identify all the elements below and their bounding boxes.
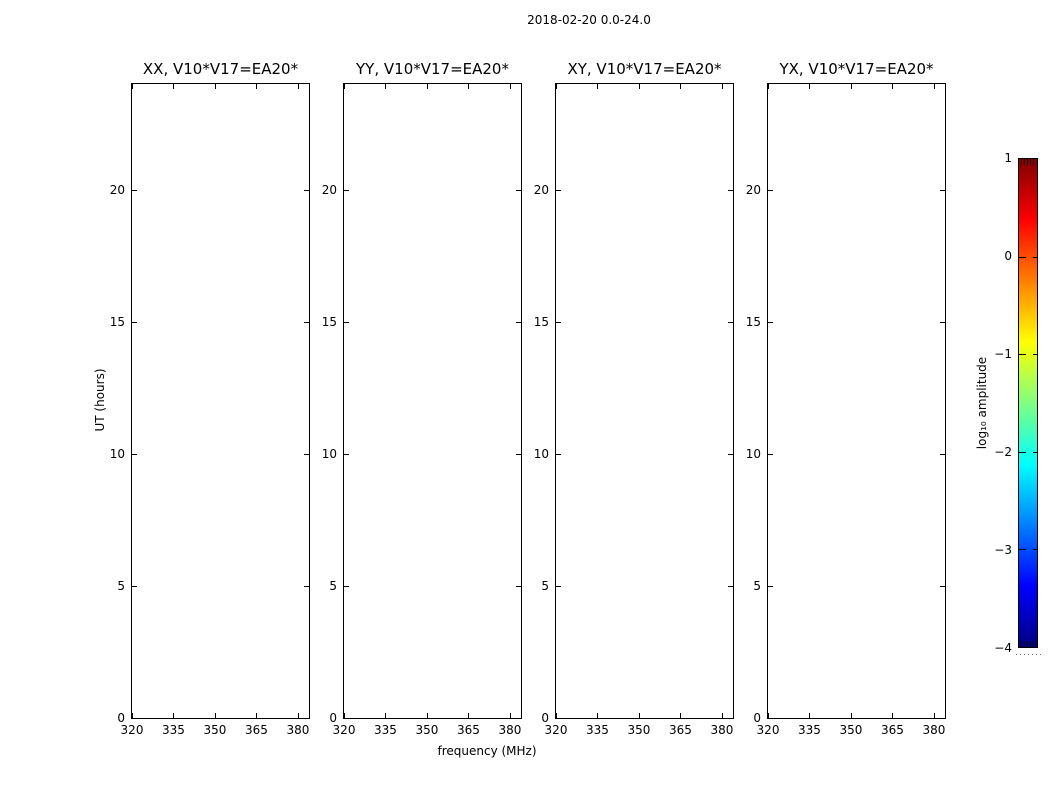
subplot-title: YX, V10*V17=EA20* bbox=[779, 60, 934, 78]
colorbar-tick-mark bbox=[1033, 549, 1037, 550]
colorbar-tick-label: 0 bbox=[1004, 249, 1012, 263]
y-axis-label: UT (hours) bbox=[93, 368, 107, 432]
x-tick-mark bbox=[851, 713, 852, 718]
subplot bbox=[745, 60, 946, 737]
subplot-title: XY, V10*V17=EA20* bbox=[567, 60, 722, 78]
x-tick-mark bbox=[298, 713, 299, 718]
x-tick-mark bbox=[722, 84, 723, 89]
colorbar-tick-label: −1 bbox=[994, 347, 1012, 361]
y-tick-mark bbox=[768, 322, 773, 323]
y-tick-label: 0 bbox=[329, 711, 337, 725]
x-tick-mark bbox=[173, 713, 174, 718]
x-tick-label: 350 bbox=[203, 723, 227, 737]
x-tick-mark bbox=[809, 713, 810, 718]
y-tick-mark bbox=[132, 454, 137, 455]
x-tick-mark bbox=[468, 84, 469, 89]
y-tick-label: 15 bbox=[109, 314, 125, 329]
x-tick-mark bbox=[510, 713, 511, 718]
y-tick-mark bbox=[132, 190, 137, 191]
figure-title: 2018-02-20 0.0-24.0 bbox=[527, 13, 651, 27]
y-tick-mark bbox=[304, 454, 309, 455]
colorbar-tick-label: 1 bbox=[1004, 151, 1012, 165]
subplot-title: YY, V10*V17=EA20* bbox=[356, 60, 509, 78]
colorbar-tick-label: −4 bbox=[994, 641, 1012, 655]
y-tick-mark bbox=[556, 454, 561, 455]
colorbar-tick-mark bbox=[1033, 354, 1037, 355]
x-tick-mark bbox=[173, 84, 174, 89]
y-tick-label: 5 bbox=[541, 578, 549, 593]
x-tick-mark bbox=[256, 713, 257, 718]
subplot bbox=[321, 60, 522, 737]
x-tick-label: 320 bbox=[544, 723, 568, 737]
x-tick-mark bbox=[344, 84, 345, 89]
plot-area bbox=[321, 84, 522, 737]
x-tick-label: 350 bbox=[839, 723, 863, 737]
x-tick-mark bbox=[256, 84, 257, 89]
x-tick-label: 365 bbox=[245, 723, 268, 737]
y-tick-mark bbox=[132, 322, 137, 323]
y-tick-label: 10 bbox=[109, 446, 125, 461]
x-tick-label: 335 bbox=[586, 723, 609, 737]
y-tick-mark bbox=[940, 586, 945, 587]
y-tick-mark bbox=[304, 322, 309, 323]
colorbar-bottom-comb bbox=[1021, 641, 1035, 647]
y-tick-mark bbox=[516, 454, 521, 455]
x-tick-mark bbox=[510, 84, 511, 89]
x-tick-label: 335 bbox=[374, 723, 397, 737]
x-tick-mark bbox=[385, 713, 386, 718]
y-tick-mark bbox=[516, 586, 521, 587]
subplot bbox=[533, 60, 734, 737]
y-tick-label: 10 bbox=[321, 446, 337, 461]
subplot bbox=[109, 60, 310, 737]
y-tick-mark bbox=[344, 322, 349, 323]
y-tick-label: 5 bbox=[117, 578, 125, 593]
x-tick-label: 365 bbox=[881, 723, 904, 737]
x-tick-label: 365 bbox=[669, 723, 692, 737]
y-tick-mark bbox=[940, 322, 945, 323]
x-tick-mark bbox=[768, 713, 769, 718]
plot-area bbox=[109, 84, 310, 737]
y-tick-label: 5 bbox=[329, 578, 337, 593]
x-tick-mark bbox=[427, 84, 428, 89]
x-tick-mark bbox=[298, 84, 299, 89]
y-tick-label: 0 bbox=[753, 711, 761, 725]
y-tick-mark bbox=[768, 454, 773, 455]
y-tick-mark bbox=[556, 190, 561, 191]
x-axis-label: frequency (MHz) bbox=[437, 744, 537, 758]
x-tick-mark bbox=[892, 84, 893, 89]
x-tick-label: 380 bbox=[286, 723, 310, 737]
colorbar-tick-mark bbox=[1019, 452, 1026, 453]
y-tick-label: 15 bbox=[321, 314, 337, 329]
x-tick-mark bbox=[215, 84, 216, 89]
x-tick-mark bbox=[851, 84, 852, 89]
x-tick-mark bbox=[556, 84, 557, 89]
colorbar-underline-dots bbox=[1016, 654, 1042, 655]
x-tick-mark bbox=[639, 84, 640, 89]
colorbar-tick-mark bbox=[1033, 257, 1037, 258]
x-tick-mark bbox=[468, 713, 469, 718]
x-tick-mark bbox=[427, 713, 428, 718]
x-tick-mark bbox=[597, 84, 598, 89]
x-tick-mark bbox=[680, 84, 681, 89]
colorbar-tick-mark bbox=[1033, 452, 1037, 453]
y-tick-mark bbox=[304, 190, 309, 191]
x-tick-label: 350 bbox=[415, 723, 439, 737]
x-tick-mark bbox=[722, 713, 723, 718]
y-tick-label: 20 bbox=[533, 182, 549, 197]
x-tick-label: 320 bbox=[756, 723, 780, 737]
x-tick-label: 320 bbox=[120, 723, 144, 737]
x-tick-mark bbox=[556, 713, 557, 718]
x-tick-label: 350 bbox=[627, 723, 651, 737]
x-tick-mark bbox=[597, 713, 598, 718]
x-tick-mark bbox=[934, 713, 935, 718]
y-tick-label: 20 bbox=[745, 182, 761, 197]
y-tick-mark bbox=[728, 454, 733, 455]
plot-area bbox=[533, 84, 734, 737]
x-tick-mark bbox=[809, 84, 810, 89]
y-tick-label: 5 bbox=[753, 578, 761, 593]
x-tick-label: 380 bbox=[498, 723, 522, 737]
x-tick-mark bbox=[132, 84, 133, 89]
y-tick-mark bbox=[516, 190, 521, 191]
y-tick-mark bbox=[344, 190, 349, 191]
y-tick-label: 0 bbox=[117, 711, 125, 725]
y-tick-mark bbox=[728, 586, 733, 587]
colorbar-top-comb bbox=[1021, 159, 1035, 165]
y-tick-label: 20 bbox=[109, 182, 125, 197]
y-tick-label: 15 bbox=[533, 314, 549, 329]
colorbar-tick-mark bbox=[1019, 549, 1026, 550]
y-tick-mark bbox=[344, 454, 349, 455]
x-tick-mark bbox=[132, 713, 133, 718]
y-tick-label: 20 bbox=[321, 182, 337, 197]
x-tick-mark bbox=[215, 713, 216, 718]
colorbar-tick-mark bbox=[1019, 257, 1026, 258]
y-tick-label: 10 bbox=[745, 446, 761, 461]
x-tick-label: 380 bbox=[922, 723, 946, 737]
y-tick-mark bbox=[556, 586, 561, 587]
x-tick-label: 365 bbox=[457, 723, 480, 737]
x-tick-label: 320 bbox=[332, 723, 356, 737]
y-tick-label: 0 bbox=[541, 711, 549, 725]
y-tick-mark bbox=[132, 586, 137, 587]
y-tick-label: 15 bbox=[745, 314, 761, 329]
x-tick-label: 335 bbox=[798, 723, 821, 737]
subplot-title: XX, V10*V17=EA20* bbox=[142, 60, 299, 78]
y-tick-mark bbox=[304, 586, 309, 587]
colorbar-label: log₁₀ amplitude bbox=[975, 356, 989, 450]
y-tick-mark bbox=[940, 190, 945, 191]
x-tick-label: 380 bbox=[710, 723, 734, 737]
y-tick-mark bbox=[728, 322, 733, 323]
y-tick-mark bbox=[344, 586, 349, 587]
x-tick-mark bbox=[680, 713, 681, 718]
x-tick-mark bbox=[892, 713, 893, 718]
x-tick-mark bbox=[768, 84, 769, 89]
colorbar-tick-label: −2 bbox=[994, 445, 1012, 459]
x-tick-mark bbox=[344, 713, 345, 718]
y-tick-mark bbox=[516, 322, 521, 323]
x-tick-label: 335 bbox=[162, 723, 185, 737]
x-tick-mark bbox=[934, 84, 935, 89]
colorbar-tick-mark bbox=[1019, 354, 1026, 355]
y-tick-mark bbox=[728, 190, 733, 191]
y-tick-mark bbox=[556, 322, 561, 323]
y-tick-label: 10 bbox=[533, 446, 549, 461]
y-tick-mark bbox=[940, 454, 945, 455]
x-tick-mark bbox=[385, 84, 386, 89]
y-tick-mark bbox=[768, 190, 773, 191]
colorbar bbox=[1018, 158, 1038, 648]
y-tick-mark bbox=[768, 586, 773, 587]
x-tick-mark bbox=[639, 713, 640, 718]
colorbar-tick-label: −3 bbox=[994, 543, 1012, 557]
plot-area bbox=[745, 84, 946, 737]
